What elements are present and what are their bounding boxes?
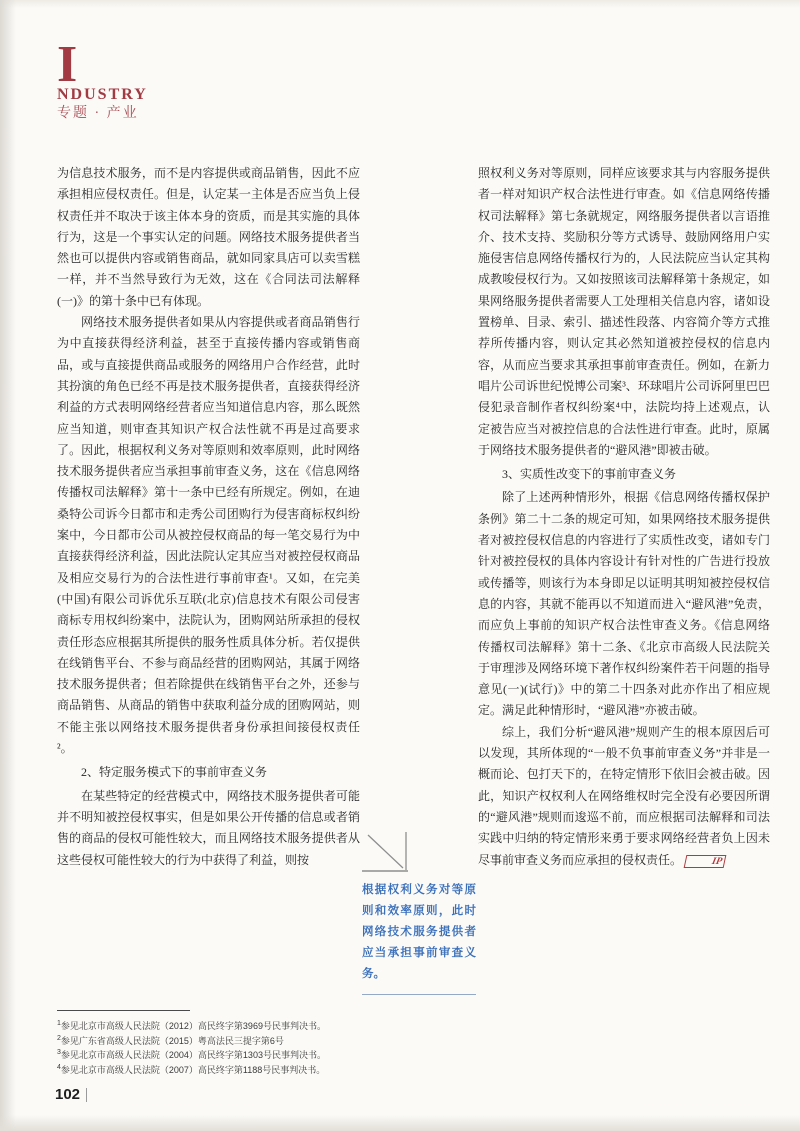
- footnote-number: 4: [57, 1063, 61, 1071]
- footnote-separator: [57, 1010, 190, 1011]
- paragraph-text: 综上，我们分析“避风港”规则产生的根本原因后可以发现，其所体现的“一般不负事前审查义务”并非是一概而论、包打天下的，在特定情形下依旧会被击破。因此，知识产权权利人在网络维权时完全没有必要因所谓的“避风港”规则而逡巡不前，而应根据司法解释和司法实践中归纳的特定情形来勇于要求网络经营者负上因未尽事前审查义务而应承担的侵权责任。: [478, 724, 770, 867]
- footnote: [57, 1033, 417, 1048]
- section-header-subtitle: 专题 · 产业: [57, 106, 139, 121]
- right-column: [478, 163, 770, 871]
- scan-shadow-bottom: [0, 1115, 800, 1131]
- subsection-heading: 2、特定服务模式下的事前审查义务: [81, 765, 268, 780]
- footnote-number: 2: [57, 1034, 61, 1042]
- footnote-text: 参见北京市高级人民法院（2012）高民终字第3969号民事判决书。: [60, 1021, 326, 1031]
- article-end-mark-icon: IP: [684, 855, 727, 868]
- footnote-number: 1: [57, 1020, 61, 1027]
- footnotes: [57, 1010, 417, 1076]
- paragraph: 照权利义务对等原则，同样应该要求其与内容服务提供者一样对知识产权合法性进行审查。如《信息网络传播权司法解释》第七条就规定，网络服务提供者以言语推介、技术支持、奖励积分等方式诱导、鼓励网络用户实施侵害信息网络传播权行为的，人民法院应当认定其构成教唆侵权行为。又如按照该司法解释第十条规定，如果网络服务提供者需要人工处理相关信息内容，诸如设置榜单、目录、索引、描述性段落、内容简介等方式推荐所传播内容，则认定其必然知道被控侵权的信息内容，从而应当要求其承担事前审查责任。例如，在新力唱片公司诉世纪悦博公司案³、环球唱片公司诉阿里巴巴侵犯录音制作者权纠纷案⁴中，法院均持上述观点，认定被告应当对被控信息的合法性进行审查。此时，原属于网络技术服务提供者的“避风港”即被击破。: [478, 166, 770, 457]
- footnote-text: 参见北京市高级人民法院（2004）高民终字第1303号民事判决书。: [60, 1050, 326, 1060]
- page-number-value: 102: [55, 1086, 81, 1103]
- footnote-text: 参见广东省高级人民法院（2015）粤高法民三提字第6号: [60, 1035, 284, 1046]
- footnote: [57, 1047, 417, 1062]
- left-column: [57, 163, 360, 871]
- paragraph: 网络技术服务提供者如果从内容提供或者商品销售行为中直接获得经济利益，甚至于直接传播内容或销售商品，或与直接提供商品或服务的网络用户合作经营，此时其扮演的角色已经不再是技术服务提供者，直接获得经济利益的方式表明网络经营者应当知道信息内容，那么既然应当知道，则审查其知识产权合法性就不再是过高要求了。因此，根据权利义务对等原则和效率原则，此时网络技术服务提供者应当承担事前审查义务，这在《信息网络传播权司法解释》第十一条中已经有所规定。例如，在迪桑特公司诉今日都市和走秀公司团购行为侵害商标权纠纷案中，今日都市公司从被控侵权商品的每一笔交易行为中直接获得经济利益，因此法院认定其应当对被控侵权商品及相应交易行为的合法性进行事前审查¹。又如，在完美(中国)有限公司诉优乐互联(北京)信息技术有限公司侵害商标专用权纠纷案中，法院认为，团购网站所承担的侵权责任形态应根据其所提供的服务性质具体分析。若仅提供在线销售平台、不参与商品经营的团购网站，其属于网络技术服务提供者；但若除提供在线销售平台之外，还参与商品销售、从商品的销售中获取利益分成的团购网站，则不能主张以网络技术服务提供者身份承担间接侵权责任²。: [57, 315, 360, 756]
- paragraph: [478, 722, 770, 871]
- pull-quote-text: 根据权利义务对等原则和效率原则，此时网络技术服务提供者应当承担事前审查义务。: [362, 873, 476, 995]
- page-number: [55, 1086, 87, 1103]
- subsection-heading: 3、实质性改变下的事前审查义务: [502, 467, 677, 482]
- paragraph: 为信息技术服务，而不是内容提供或商品销售，因此不应承担相应侵权责任。但是，认定某一主体是否应当负上侵权责任并不取决于该主体本身的资质，而是其实施的具体行为，这是一个事实认定的问题。网络技术服务提供者当然也可以提供内容或销售商品，就如同家具店可以卖雪糕一样，并不当然导致行为无效，这在《合同法司法解释(一)》的第十条中已有体现。: [57, 166, 360, 308]
- scan-shadow-top: [0, 0, 800, 8]
- section-header: [57, 36, 148, 124]
- section-header-dropcap: I: [57, 36, 78, 93]
- footnote-text: 参见北京市高级人民法院（2007）高民终字第1188号民事判决书。: [60, 1064, 326, 1075]
- footnote-number: 3: [57, 1049, 61, 1056]
- scan-shadow-left: [0, 0, 16, 1131]
- pull-quote: [362, 831, 476, 995]
- footnote: [57, 1062, 417, 1077]
- paragraph: 在某些特定的经营模式中，网络技术服务提供者可能并不明知被控侵权事实，但是如果公开传播的信息或者销售的商品的侵权可能性较大，而且网络技术服务提供者从这些侵权可能性较大的行为中获得了利益，则按: [57, 788, 360, 867]
- corner-arrow-icon: [362, 831, 476, 873]
- paragraph: 除了上述两种情形外，根据《信息网络传播权保护条例》第二十二条的规定可知，如果网络技术服务提供者对被控侵权信息的内容进行了实质性改变，诸如专门针对被控侵权的具体内容设计有针对性的广告进行投放或传播等，则该行为本身即足以证明其明知被控侵权信息的内容，其就不能再以不知道而进入“避风港”免责，而应负上事前的知识产权合法性审查义务。《信息网络传播权司法解释》第十二条、《北京市高级人民法院关于审理涉及网络环境下著作权纠纷案件若干问题的指导意见(一)(试行)》中的第二十四条对此亦作出了相应规定。满足此种情形时，“避风港”亦被击破。: [478, 490, 770, 718]
- section-header-title: NDUSTRY: [57, 86, 148, 103]
- footnote: [57, 1018, 417, 1033]
- page-number-divider: [86, 1088, 87, 1102]
